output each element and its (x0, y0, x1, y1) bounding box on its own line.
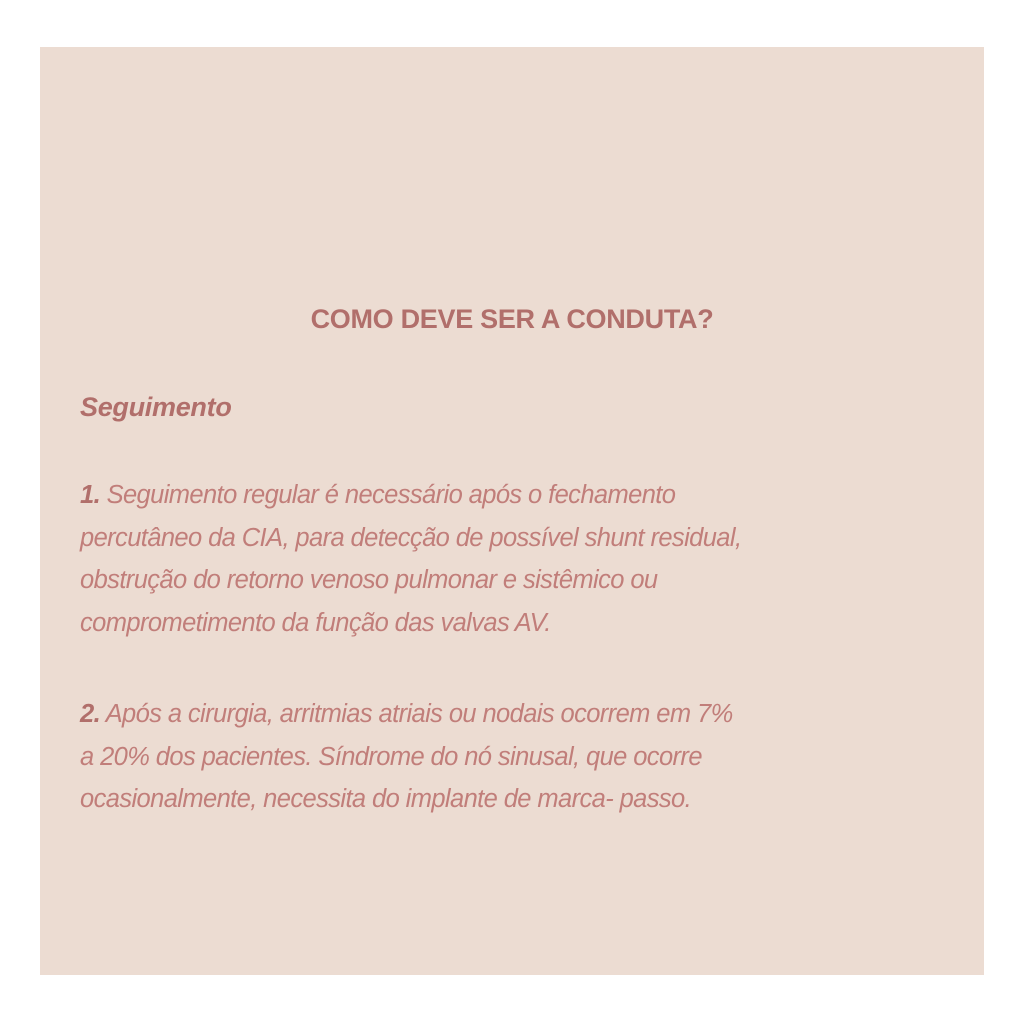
list-item-2 (80, 693, 950, 821)
list-item-2-line-2: a 20% dos pacientes. Síndrome do nó sinusal, que ocorre (80, 742, 702, 771)
list-item-2-number: 2. (80, 700, 101, 728)
list-item-1 (80, 474, 950, 644)
list-item-1-line-2: percutâneo da CIA, para detecção de possível shunt residual, (80, 523, 742, 552)
list-item-1-number: 1. (80, 481, 101, 509)
list-item-1-line-1 (80, 474, 950, 517)
section-heading: Seguimento (80, 392, 232, 422)
list-item-2-line-1 (80, 693, 950, 736)
list-item-1-line-3: obstrução do retorno venoso pulmonar e sistêmico ou (80, 566, 658, 594)
list-item-1-text-1: Seguimento regular é necessário após o fechamento (100, 481, 676, 509)
page-title: COMO DEVE SER A CONDUTA? (310, 304, 714, 334)
list-item-1-line-4: comprometimento da função das valvas AV. (80, 608, 551, 637)
content-card (40, 47, 984, 975)
list-item-2-line-3: ocasionalmente, necessita do implante de marca- passo. (80, 785, 692, 813)
list-item-2-text-1: Após a cirurgia, arritmias atriais ou nodais ocorrem em 7% (100, 700, 733, 728)
